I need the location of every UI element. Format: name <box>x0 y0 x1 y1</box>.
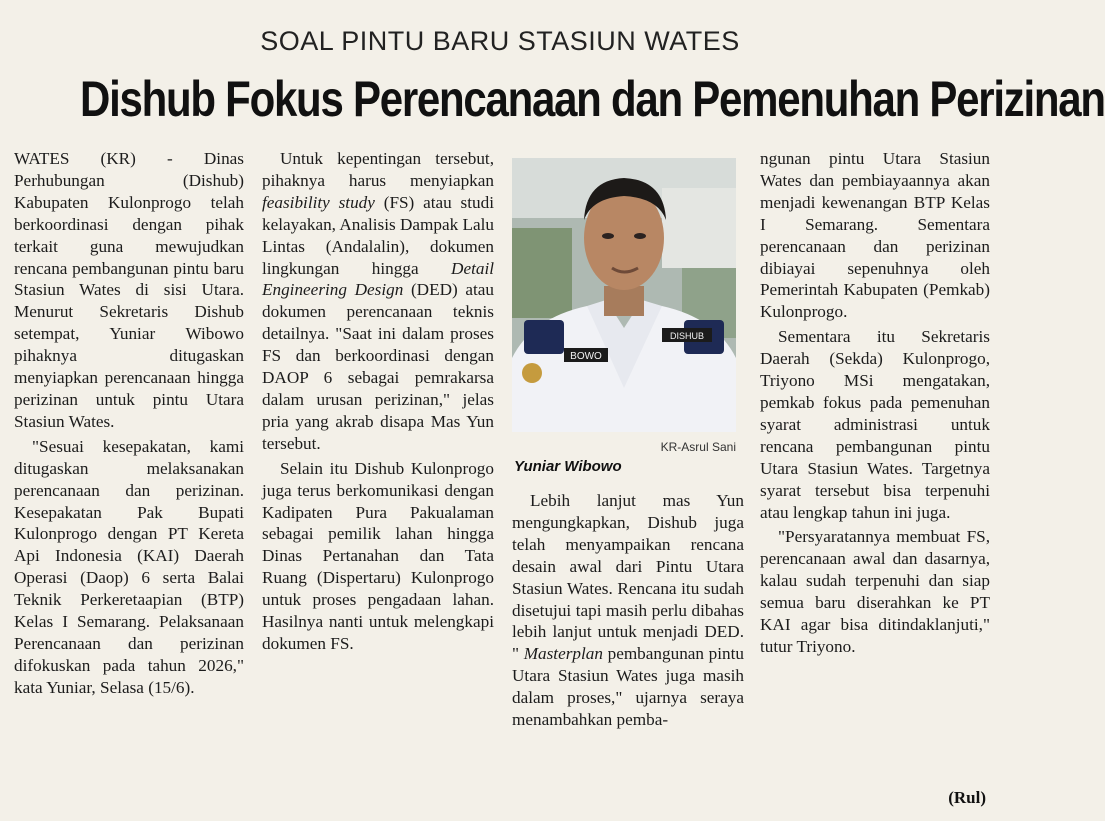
column-4 <box>760 148 990 658</box>
paragraph: ngunan pintu Utara Stasiun Wates dan pembiayaannya akan menjadi kewenangan BTP Kelas I Semarang. Sementara perencanaan dan perizinan dibiayai sepenuhnya oleh Pemerintah Kabupaten (Pemkab) Kulonprogo. <box>760 149 990 322</box>
text-run: Lebih lanjut mas Yun mengungkapkan, Dishub juga telah menyampaikan rencana desain awal dari Pintu Utara Stasiun Wates. Rencana itu sudah disetujui tapi masih perlu dibahas lebih lanjut untuk menjadi DED. " <box>512 491 744 664</box>
portrait-photo <box>512 158 736 432</box>
photo-caption: Yuniar Wibowo <box>514 458 622 475</box>
portrait-illustration <box>512 158 736 432</box>
column-2 <box>262 148 494 655</box>
paragraph: Selain itu Dishub Kulonprogo juga terus berkomunikasi dengan Kadipaten Pura Pakualaman sebagai pemilik lahan hingga Dinas Pertanahan dan Tata Ruang (Dispertaru) Kulonprogo untuk proses pengadaan lahan. Hasilnya nanti untuk melengkapi dokumen FS. <box>262 458 494 653</box>
badge-text: DISHUB <box>669 331 705 341</box>
column-3 <box>512 490 744 731</box>
italic-term: Detail Engineering Design <box>262 258 494 300</box>
text-run: pembangunan pintu Utara Stasiun Wates juga masih dalam proses," ujarnya seraya menambahkan pemba- <box>512 644 744 730</box>
paragraph: Sementara itu Sekretaris Daerah (Sekda) Kulonprogo, Triyono MSi mengatakan, pemkab fokus pada pemenuhan syarat administrasi untuk rencana pembangunan pintu Utara Stasiun Wates. Targetnya syarat tersebut bisa terpenuhi atau lengkap tahun ini juga. <box>760 327 990 522</box>
photo-credit: KR-Asrul Sani <box>660 440 736 454</box>
text-run: Untuk kepentingan tersebut, pihaknya harus menyiapkan <box>262 149 494 190</box>
text-run: (DED) atau dokumen perencanaan teknis detailnya. "Saat ini dalam proses FS dan berkoordinasi dengan DAOP 6 sebagai pemrakarsa dalam urusan perizinan," jelas pria yang akrab disapa Mas Yun tersebut. <box>262 280 494 453</box>
text-run: (FS) atau studi kelayakan, Analisis Dampak Lalu Lintas (Andalalin), dokumen lingkungan hingga <box>262 192 494 278</box>
italic-term: feasibility study <box>262 192 375 212</box>
paragraph: WATES (KR) - Dinas Perhubungan (Dishub) Kabupaten Kulonprogo telah berkoordinasi dengan pihak terkait guna mewujudkan rencana pembangunan pintu baru Stasiun Wates di sisi Utara. Menurut Sekretaris Dishub setempat, Yuniar Wibowo pihaknya ditugaskan menyiapkan perencanaan hingga perizinan untuk pintu Utara Stasiun Wates. <box>14 149 244 431</box>
paragraph <box>262 148 494 455</box>
author-signature: (Rul) <box>948 788 986 807</box>
column-1 <box>14 148 244 699</box>
italic-term: Masterplan <box>523 644 603 664</box>
paragraph <box>512 490 744 731</box>
paragraph: "Sesuai kesepakatan, kami ditugaskan melaksanakan perencanaan dan perizinan. Kesepakatan Pak Bupati Kulonprogo dengan PT Kereta Api Indonesia (KAI) Daerah Operasi (Daop) 6 serta Balai Teknik Perkeretaapian (BTP) Kelas I Semarang. Pelaksanaan Perencanaan dan perizinan difokuskan pada tahun 2026," kata Yuniar, Selasa (15/6). <box>14 436 244 697</box>
article-headline: Dishub Fokus Perencanaan dan Pemenuhan Perizinan <box>80 71 1105 127</box>
article-kicker: SOAL PINTU BARU STASIUN WATES <box>260 26 740 56</box>
paragraph: "Persyaratannya membuat FS, perencanaan awal dan dasarnya, kalau sudah terpenuhi dan siap semua baru diserahkan ke PT KAI agar bisa ditindaklanjuti," tutur Triyono. <box>760 527 990 656</box>
nametag-text: BOWO <box>570 351 602 362</box>
